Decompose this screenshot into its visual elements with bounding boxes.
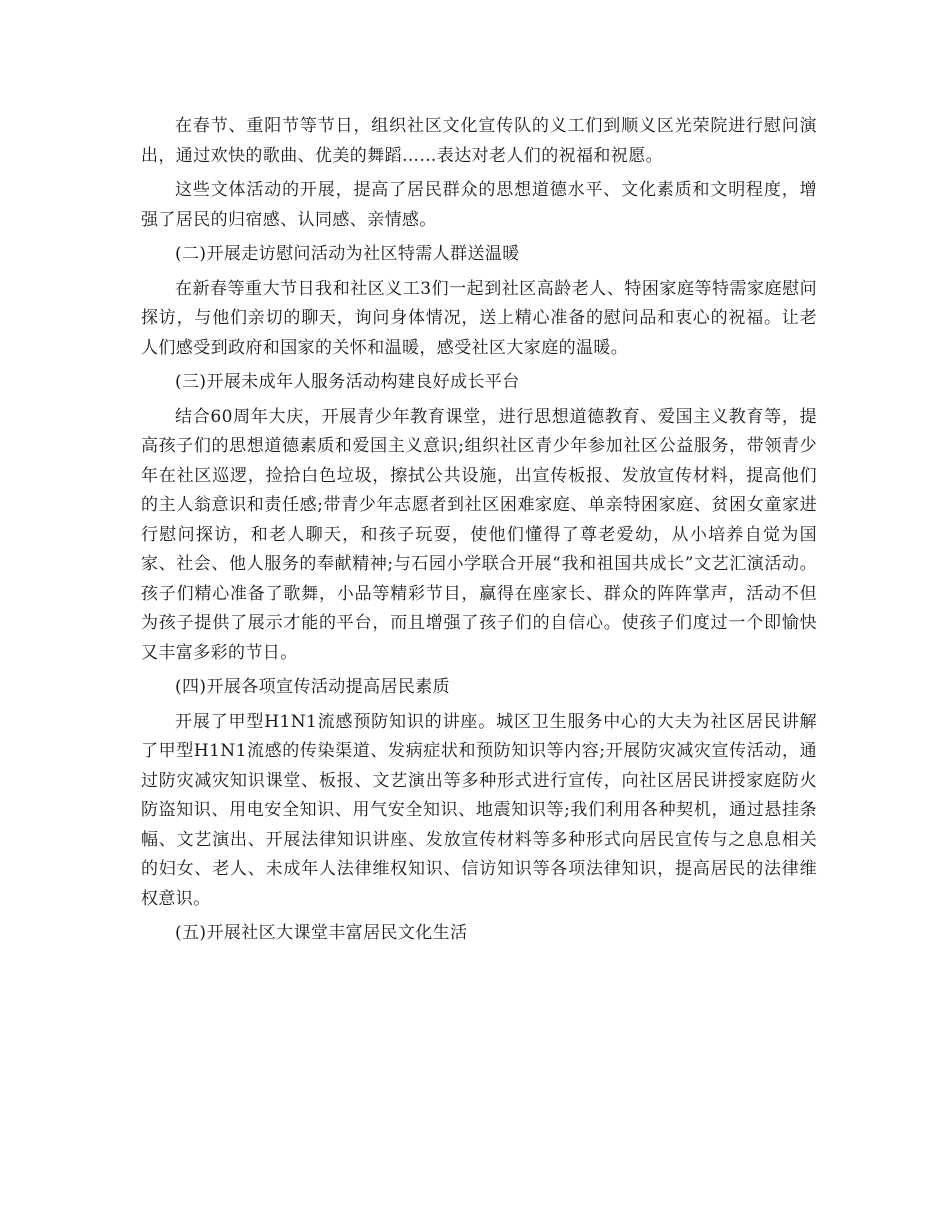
paragraph-publicity: 开展了甲型H1N1流感预防知识的讲座。城区卫生服务中心的大夫为社区居民讲解了甲型H1N1流感的传染渠道、发病症状和预防知识等内容;开展防灾减灾宣传活动，通过防灾减灾知识课堂、板报、文艺演出等多种形式进行宣传，向社区居民讲授家庭防火防盗知识、用电安全知识、用气安全知识、地震知识等;我们利用各种契机，通过悬挂条幅、文艺演出、开展法律知识讲座、发放宣传材料等多种形式向居民宣传与之息息相关的妇女、老人、未成年人法律维权知识、信访知识等各项法律知识，提高居民的法律维权意识。 [141, 711, 817, 909]
paragraph-activity-impact: 这些文体活动的开展，提高了居民群众的思想道德水平、文化素质和文明程度，增强了居民的归宿感、认同感、亲情感。 [141, 180, 817, 230]
paragraph-youth-services: 结合60周年大庆，开展青少年教育课堂，进行思想道德教育、爱国主义教育等，提高孩子们的思想道德素质和爱国主义意识;组织社区青少年参加社区公益服务，带领青少年在社区巡逻，捡拾白色垃圾，擦拭公共设施，出宣传板报、发放宣传材料，提高他们的主人翁意识和责任感;带青少年志愿者到社区困难家庭、单亲特困家庭、贫困女童家进行慰问探访，和老人聊天，和孩子玩耍，使他们懂得了尊老爱幼，从小培养自觉为国家、社会、他人服务的奉献精神;与石园小学联合开展“我和祖国共成长”文艺汇演活动。孩子们精心准备了歌舞，小品等精彩节目，赢得在座家长、群众的阵阵掌声，活动不但为孩子提供了展示才能的平台，而且增强了孩子们的自信心。使孩子们度过一个即愉快又丰富多彩的节日。 [141, 406, 817, 663]
paragraph-festival-performance: 在春节、重阳节等节日，组织社区文化宣传队的义工们到顺义区光荣院进行慰问演出，通过欢快的歌曲、优美的舞蹈……表达对老人们的祝福和祝愿。 [141, 116, 817, 166]
section-heading-3: (三)开展未成年人服务活动构建良好成长平台 [175, 372, 520, 392]
document-body [141, 112, 817, 954]
section-heading-4: (四)开展各项宣传活动提高居民素质 [175, 677, 451, 697]
section-heading-5: (五)开展社区大课堂丰富居民文化生活 [175, 923, 468, 943]
section-heading-2: (二)开展走访慰问活动为社区特需人群送温暖 [175, 244, 520, 264]
paragraph-visits: 在新春等重大节日我和社区义工3们一起到社区高龄老人、特困家庭等特需家庭慰问探访，与他们亲切的聊天，询问身体情况，送上精心准备的慰问品和衷心的祝福。让老人们感受到政府和国家的关怀和温暖，感受社区大家庭的温暖。 [141, 278, 817, 358]
